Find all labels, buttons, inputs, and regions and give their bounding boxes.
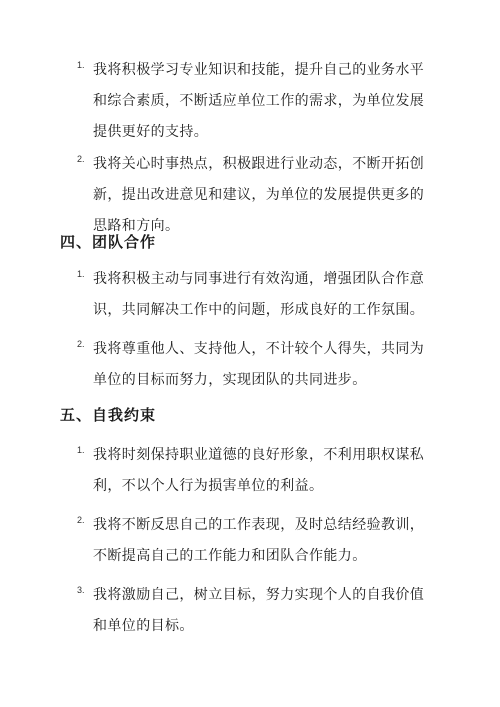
list-item	[77, 334, 437, 396]
list-item-text: 我将时刻保持职业道德的良好形象，不利用职权谋私利，不以个人行为损害单位的利益。	[93, 447, 425, 494]
list-item	[77, 580, 437, 642]
list-item	[77, 149, 437, 242]
list-item	[77, 55, 437, 148]
list-item-number: 3.	[77, 585, 85, 595]
list-item-number: 2.	[77, 154, 85, 164]
list-item-number: 1.	[77, 445, 85, 455]
list-item-text: 我将激励自己，树立目标，努力实现个人的自我价值和单位的目标。	[93, 587, 425, 634]
list-item-number: 2.	[77, 515, 85, 525]
list-item-text: 我将尊重他人、支持他人，不计较个人得失，共同为单位的目标而努力，实现团队的共同进步。	[93, 341, 425, 388]
list-item	[77, 440, 437, 502]
list-item-text: 我将积极主动与同事进行有效沟通，增强团队合作意识，共同解决工作中的问题，形成良好的工作氛围。	[93, 271, 425, 318]
list-item-number: 2.	[77, 339, 85, 349]
list-item-text: 我将关心时事热点，积极跟进行业动态，不断开拓创新，提出改进意见和建议，为单位的发展提供更多的思路和方向。	[93, 156, 425, 234]
section-heading-self-discipline: 五、自我约束	[60, 406, 157, 424]
list-item	[77, 510, 437, 572]
section-heading-teamwork: 四、团队合作	[60, 233, 157, 251]
list-item-number: 1.	[77, 269, 85, 279]
list-item	[77, 264, 437, 326]
list-item-text: 我将不断反思自己的工作表现，及时总结经验教训，不断提高自己的工作能力和团队合作能力。	[93, 517, 425, 564]
list-item-text: 我将积极学习专业知识和技能，提升自己的业务水平和综合素质，不断适应单位工作的需求，为单位发展提供更好的支持。	[93, 62, 425, 140]
list-item-number: 1.	[77, 60, 85, 70]
